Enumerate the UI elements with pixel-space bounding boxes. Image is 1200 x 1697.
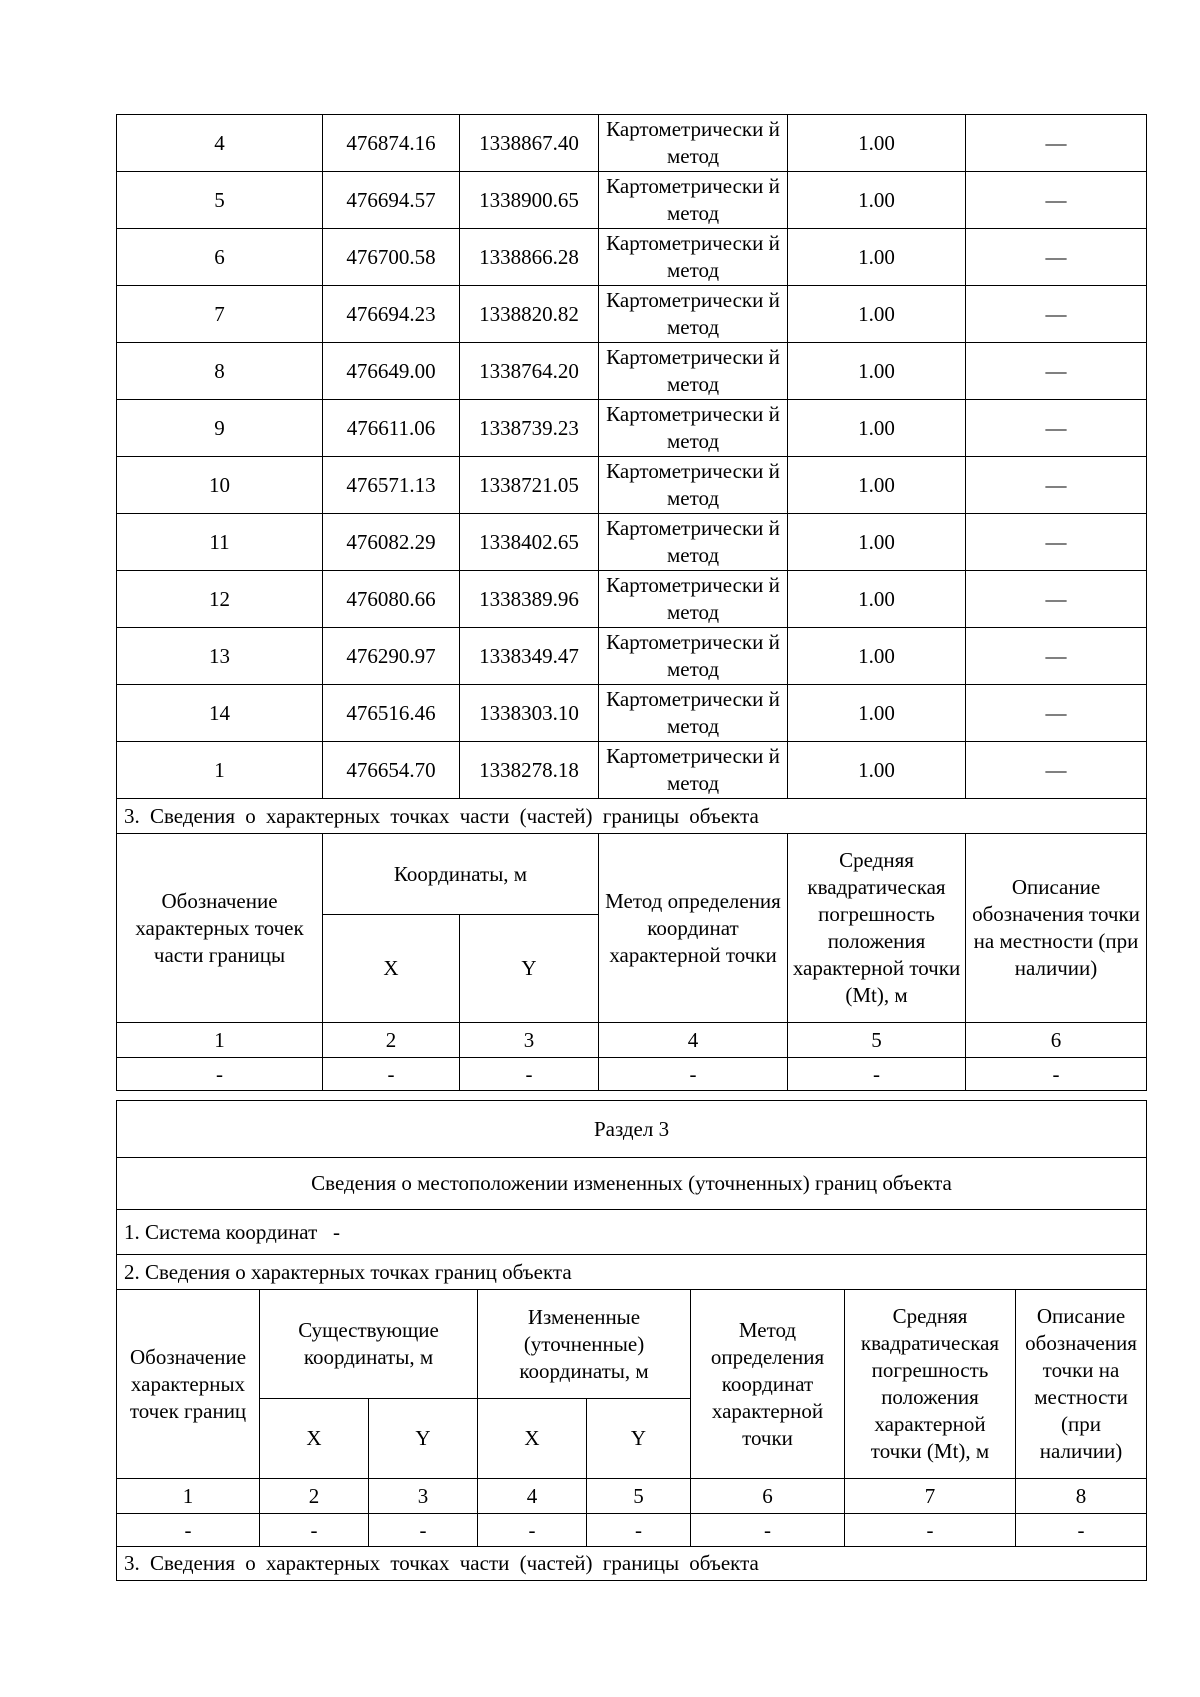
coord-y: 1338721.05 — [460, 457, 599, 514]
coord-system: 1. Система координат - — [117, 1210, 1147, 1255]
error-value: 1.00 — [788, 172, 966, 229]
description-dash: — — [966, 172, 1147, 229]
empty-cell: - — [260, 1514, 369, 1547]
empty-cell: - — [323, 1058, 460, 1091]
header-x: X — [323, 915, 460, 1023]
empty-cell: - — [587, 1514, 691, 1547]
coord-x: 476082.29 — [323, 514, 460, 571]
coord-y: 1338764.20 — [460, 343, 599, 400]
method-cell: Картометрически й метод — [599, 400, 788, 457]
column-number-row — [117, 1023, 1147, 1058]
error-value: 1.00 — [788, 514, 966, 571]
coordinates-table — [116, 114, 1147, 1091]
header-coords: Координаты, м — [323, 834, 599, 915]
table-row — [117, 286, 1147, 343]
point-number: 12 — [117, 571, 323, 628]
point-number: 14 — [117, 685, 323, 742]
empty-row — [117, 1058, 1147, 1091]
coord-y: 1338867.40 — [460, 115, 599, 172]
point-number: 6 — [117, 229, 323, 286]
method-cell: Картометрически й метод — [599, 286, 788, 343]
col-number: 5 — [587, 1479, 691, 1514]
description-dash: — — [966, 229, 1147, 286]
point-number: 4 — [117, 115, 323, 172]
col-number: 6 — [966, 1023, 1147, 1058]
col-number: 5 — [788, 1023, 966, 1058]
description-dash: — — [966, 571, 1147, 628]
col-number: 1 — [117, 1479, 260, 1514]
description-dash: — — [966, 685, 1147, 742]
r3-header-method: Метод определения координат характерной точки — [691, 1290, 845, 1479]
r3-header-existing: Существующие координаты, м — [260, 1290, 478, 1399]
col-number: 6 — [691, 1479, 845, 1514]
points-title-row — [117, 1255, 1147, 1290]
empty-cell: - — [369, 1514, 478, 1547]
col-number: 3 — [460, 1023, 599, 1058]
error-value: 1.00 — [788, 628, 966, 685]
r3-header-description: Описание обозначения точки на местности (при наличии) — [1016, 1290, 1147, 1479]
method-cell: Картометрически й метод — [599, 172, 788, 229]
method-cell: Картометрически й метод — [599, 685, 788, 742]
r3-header-row-1 — [117, 1290, 1147, 1399]
table-row — [117, 742, 1147, 799]
description-dash: — — [966, 514, 1147, 571]
empty-cell: - — [117, 1058, 323, 1091]
table-row — [117, 514, 1147, 571]
coord-x: 476694.57 — [323, 172, 460, 229]
col-number: 2 — [260, 1479, 369, 1514]
coord-x: 476516.46 — [323, 685, 460, 742]
coord-y: 1338389.96 — [460, 571, 599, 628]
col-number: 4 — [478, 1479, 587, 1514]
coord-x: 476611.06 — [323, 400, 460, 457]
method-cell: Картометрически й метод — [599, 229, 788, 286]
method-cell: Картометрически й метод — [599, 571, 788, 628]
r3-header-y: Y — [369, 1399, 478, 1479]
description-dash: — — [966, 457, 1147, 514]
table-row — [117, 115, 1147, 172]
error-value: 1.00 — [788, 685, 966, 742]
header-method: Метод определения координат характерной точки — [599, 834, 788, 1023]
col-number: 8 — [1016, 1479, 1147, 1514]
empty-cell: - — [788, 1058, 966, 1091]
r3-empty-row — [117, 1514, 1147, 1547]
table-row — [117, 343, 1147, 400]
empty-cell: - — [460, 1058, 599, 1091]
header-y: Y — [460, 915, 599, 1023]
header-row-1 — [117, 834, 1147, 915]
coord-x: 476649.00 — [323, 343, 460, 400]
coord-x: 476654.70 — [323, 742, 460, 799]
col-number: 7 — [845, 1479, 1016, 1514]
table-row — [117, 685, 1147, 742]
coord-system-row — [117, 1210, 1147, 1255]
description-dash: — — [966, 742, 1147, 799]
coordinates-table-body — [117, 115, 1147, 799]
table-row — [117, 172, 1147, 229]
r3-header-designation: Обозначение характерных точек границ — [117, 1290, 260, 1479]
header-designation: Обозначение характерных точек части границы — [117, 834, 323, 1023]
method-cell: Картометрически й метод — [599, 343, 788, 400]
empty-cell: - — [845, 1514, 1016, 1547]
section3-title-row — [117, 799, 1147, 834]
coord-x: 476290.97 — [323, 628, 460, 685]
coord-x: 476874.16 — [323, 115, 460, 172]
point-number: 8 — [117, 343, 323, 400]
section3-title: 3. Сведения о характерных точках части (частей) границы объекта — [117, 799, 1147, 834]
error-value: 1.00 — [788, 115, 966, 172]
coord-y: 1338739.23 — [460, 400, 599, 457]
coord-y: 1338900.65 — [460, 172, 599, 229]
table-row — [117, 229, 1147, 286]
parts-title-row — [117, 1547, 1147, 1581]
coord-y: 1338278.18 — [460, 742, 599, 799]
error-value: 1.00 — [788, 400, 966, 457]
point-number: 1 — [117, 742, 323, 799]
coord-y: 1338303.10 — [460, 685, 599, 742]
error-value: 1.00 — [788, 457, 966, 514]
table-row — [117, 400, 1147, 457]
razdel3-title: Раздел 3 — [117, 1101, 1147, 1158]
razdel3-table — [116, 1100, 1147, 1581]
error-value: 1.00 — [788, 571, 966, 628]
empty-cell: - — [117, 1514, 260, 1547]
r3-column-number-row — [117, 1479, 1147, 1514]
error-value: 1.00 — [788, 286, 966, 343]
table-row — [117, 571, 1147, 628]
point-number: 9 — [117, 400, 323, 457]
coord-x: 476700.58 — [323, 229, 460, 286]
error-value: 1.00 — [788, 742, 966, 799]
empty-cell: - — [478, 1514, 587, 1547]
coord-y: 1338402.65 — [460, 514, 599, 571]
empty-cell: - — [599, 1058, 788, 1091]
r3-header-x: X — [478, 1399, 587, 1479]
razdel3-title-row — [117, 1101, 1147, 1158]
point-number: 5 — [117, 172, 323, 229]
parts-title: 3. Сведения о характерных точках части (частей) границы объекта — [117, 1547, 1147, 1581]
error-value: 1.00 — [788, 343, 966, 400]
description-dash: — — [966, 400, 1147, 457]
error-value: 1.00 — [788, 229, 966, 286]
coord-x: 476080.66 — [323, 571, 460, 628]
r3-header-error: Средняя квадратическая погрешность положения характерной точки (Mt), м — [845, 1290, 1016, 1479]
header-error: Средняя квадратическая погрешность положения характерной точки (Mt), м — [788, 834, 966, 1023]
col-number: 1 — [117, 1023, 323, 1058]
col-number: 2 — [323, 1023, 460, 1058]
point-number: 11 — [117, 514, 323, 571]
empty-cell: - — [691, 1514, 845, 1547]
method-cell: Картометрически й метод — [599, 514, 788, 571]
description-dash: — — [966, 286, 1147, 343]
table-row — [117, 457, 1147, 514]
r3-header-changed: Измененные (уточненные) координаты, м — [478, 1290, 691, 1399]
method-cell: Картометрически й метод — [599, 115, 788, 172]
description-dash: — — [966, 115, 1147, 172]
coord-x: 476571.13 — [323, 457, 460, 514]
col-number: 3 — [369, 1479, 478, 1514]
description-dash: — — [966, 343, 1147, 400]
empty-cell: - — [1016, 1514, 1147, 1547]
razdel3-subtitle-row — [117, 1158, 1147, 1210]
point-number: 7 — [117, 286, 323, 343]
table-row — [117, 628, 1147, 685]
r3-header-x: X — [260, 1399, 369, 1479]
points-title: 2. Сведения о характерных точках границ объекта — [117, 1255, 1147, 1290]
header-description: Описание обозначения точки на местности (при наличии) — [966, 834, 1147, 1023]
coord-x: 476694.23 — [323, 286, 460, 343]
method-cell: Картометрически й метод — [599, 457, 788, 514]
point-number: 10 — [117, 457, 323, 514]
coord-y: 1338349.47 — [460, 628, 599, 685]
method-cell: Картометрически й метод — [599, 742, 788, 799]
description-dash: — — [966, 628, 1147, 685]
method-cell: Картометрически й метод — [599, 628, 788, 685]
razdel3-subtitle: Сведения о местоположении измененных (уточненных) границ объекта — [117, 1158, 1147, 1210]
r3-header-y: Y — [587, 1399, 691, 1479]
empty-cell: - — [966, 1058, 1147, 1091]
coord-y: 1338866.28 — [460, 229, 599, 286]
coord-y: 1338820.82 — [460, 286, 599, 343]
col-number: 4 — [599, 1023, 788, 1058]
point-number: 13 — [117, 628, 323, 685]
